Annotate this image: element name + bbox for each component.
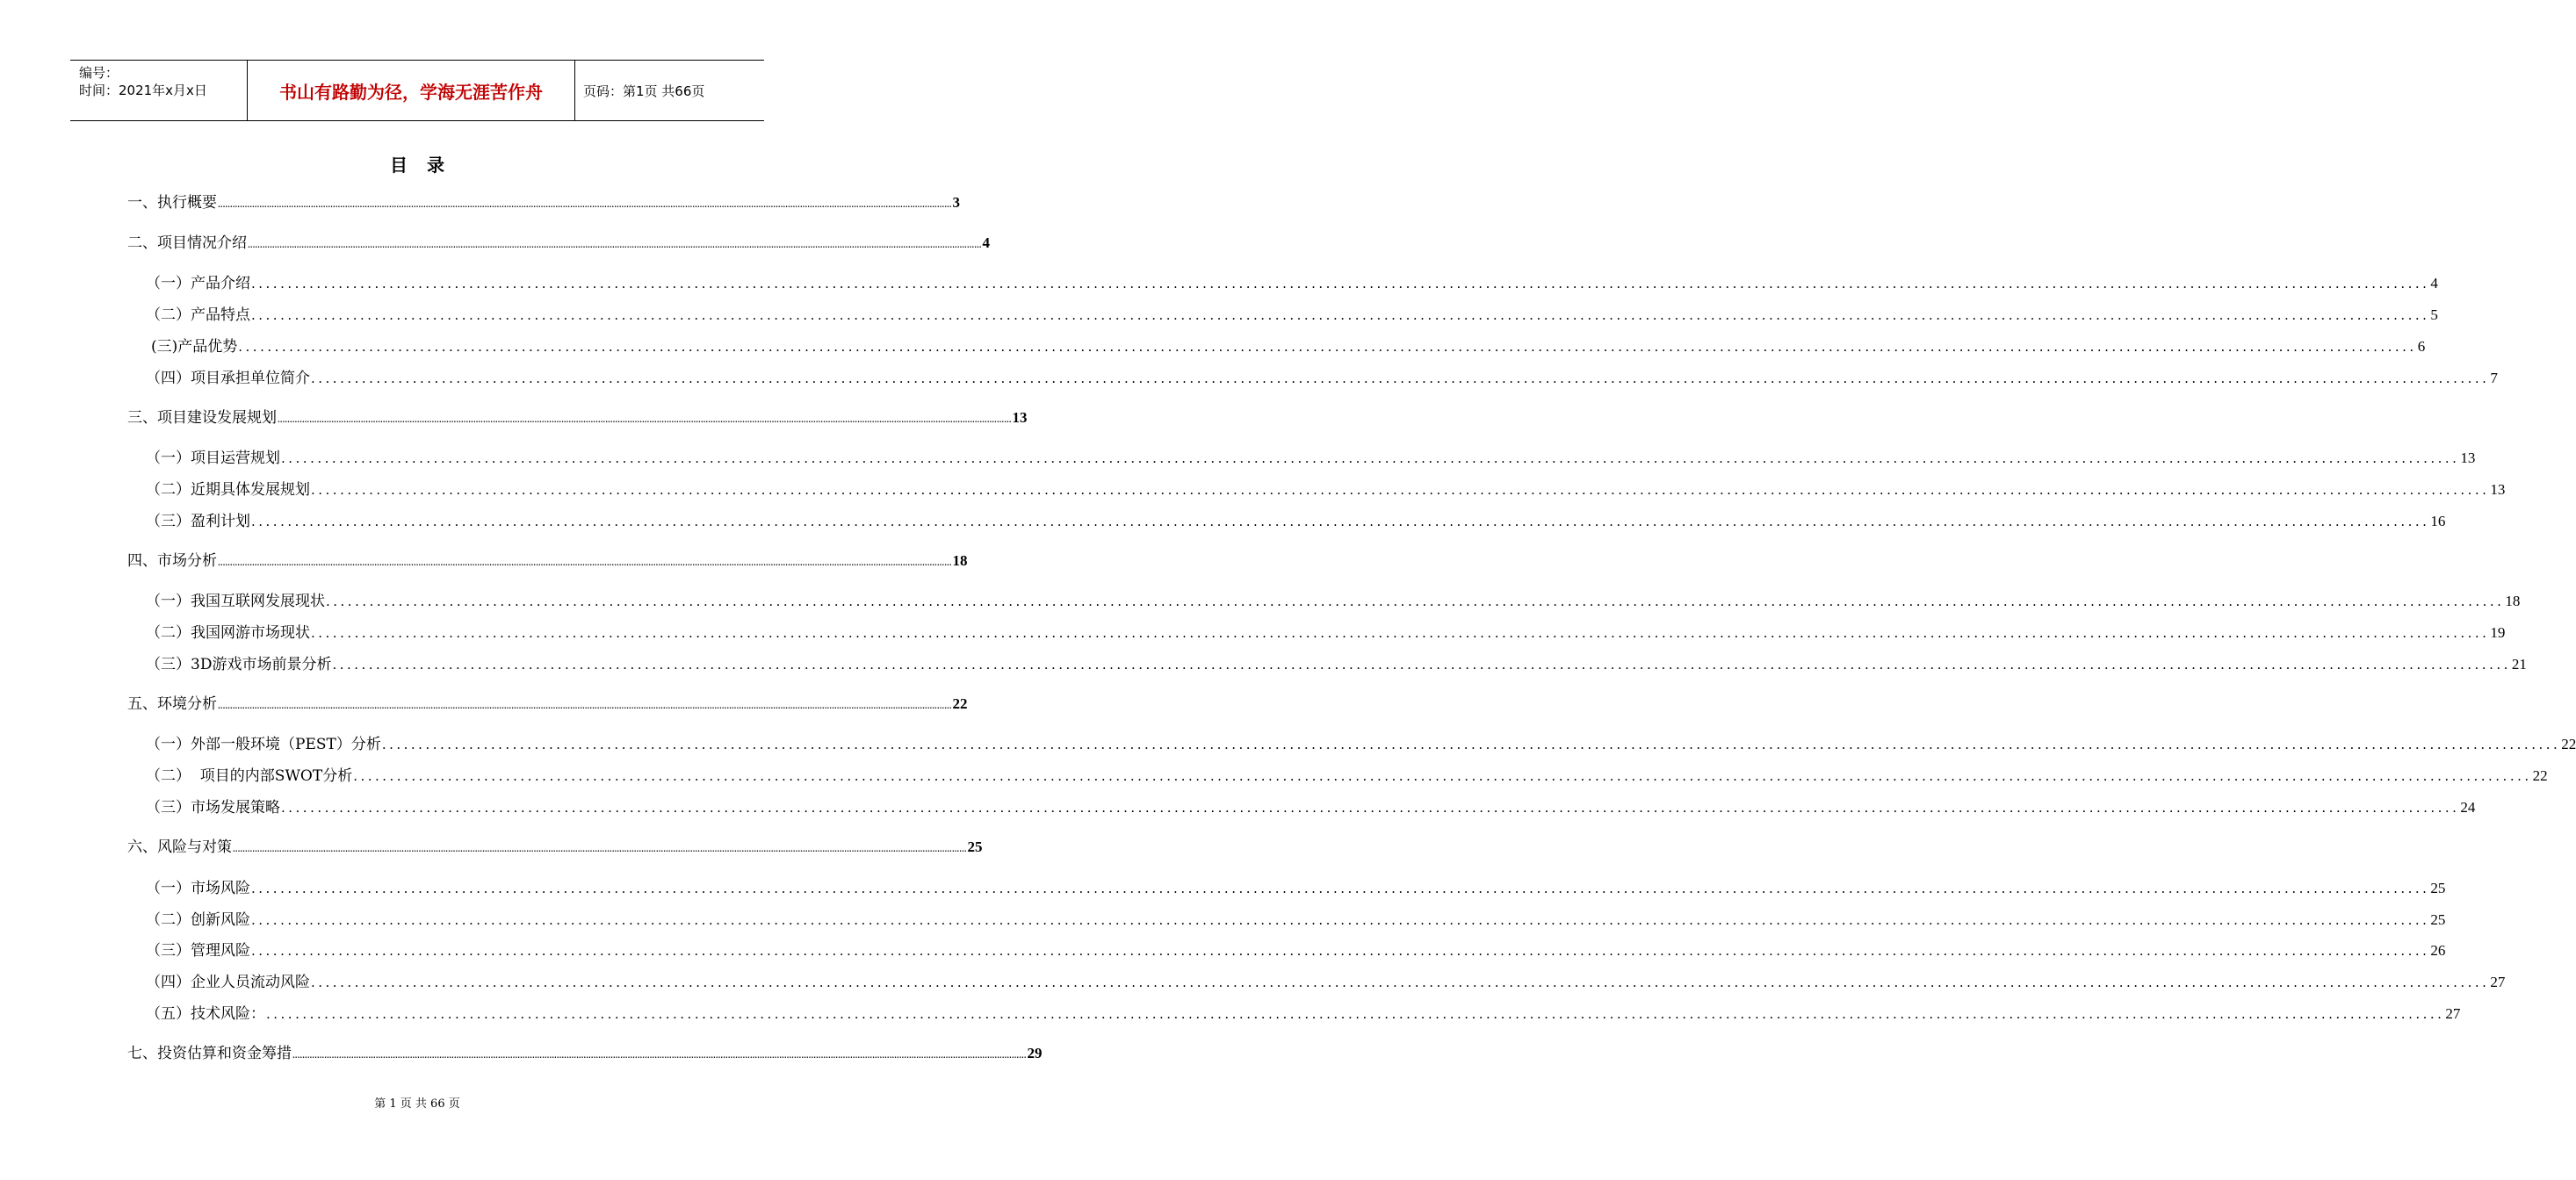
toc-leader-dots: ............................................................................................................................................................................................................................................................................................................ (251, 514, 2430, 529)
toc-entry-page: 27 (2490, 974, 2506, 990)
toc-title: 目录 (390, 155, 464, 176)
toc-entry[interactable] (127, 550, 968, 572)
toc-entry[interactable] (146, 448, 2476, 469)
toc-entry-label: (三)产品优势 (151, 338, 238, 356)
toc-entry-label: 三、项目建设发展规划 (127, 409, 277, 427)
toc-entry[interactable] (146, 305, 2438, 326)
toc-entry-label: （四）项目承担单位简介 (146, 370, 310, 387)
toc-leader-dots: ............................................................................................................................................................................................................................................................................................................ (311, 625, 2490, 641)
toc-entry-label: 四、市场分析 (127, 552, 217, 570)
toc-leader-dots: ............................................................................................................................................................................................................................................................................................................ (311, 975, 2490, 990)
toc-leader-dots: ............................................................................................................................................................................................................................................................................................................ (332, 657, 2511, 673)
toc-leader-dots: ............................................................................................................................................................................................................................................................................................................ (292, 1051, 1027, 1060)
toc-entry[interactable] (146, 766, 2548, 787)
toc-leader-dots: ............................................................................................................................................................................................................................................................................................................ (281, 450, 2460, 466)
toc-entry[interactable] (146, 878, 2446, 899)
header-page-info: 页码：第1页 共66页 (583, 83, 705, 99)
toc-entry-page: 25 (967, 838, 983, 855)
toc-entry[interactable] (146, 940, 2446, 961)
toc-entry-label: （二）创新风险 (146, 911, 250, 929)
toc-leader-dots: ............................................................................................................................................................................................................................................................................................................ (218, 702, 952, 710)
toc-entry[interactable] (127, 192, 961, 213)
toc-entry-page: 25 (2430, 880, 2446, 896)
toc-leader-dots: ............................................................................................................................................................................................................................................................................................................ (251, 881, 2430, 896)
toc-entry-page: 13 (2490, 481, 2506, 498)
toc-entry-page: 25 (2430, 911, 2446, 928)
toc-entry-label: （三）管理风险 (146, 942, 250, 960)
toc-entry[interactable] (146, 591, 2521, 612)
toc-entry[interactable] (127, 694, 968, 715)
toc-entry-label: （二）产品特点 (146, 306, 250, 324)
toc-entry[interactable] (146, 654, 2527, 675)
toc-entry-page: 5 (2430, 306, 2438, 323)
header-divider (574, 61, 575, 120)
toc-entry-label: 二、项目情况介绍 (127, 234, 247, 252)
toc-entry-page: 22 (2532, 767, 2548, 784)
toc-entry[interactable] (127, 407, 1028, 428)
toc-entry-label: （三）3D游戏市场前景分析 (146, 656, 332, 673)
page-header (70, 60, 764, 121)
toc-entry-label: （一）外部一般环境（PEST）分析 (146, 736, 381, 753)
toc-entry[interactable] (127, 837, 983, 858)
toc-entry-label: （二） 项目的内部SWOT分析 (146, 767, 353, 785)
toc-entry-page: 3 (952, 194, 961, 211)
toc-entry-label: （三）市场发展策略 (146, 799, 280, 817)
toc-entry-label: 五、环境分析 (127, 695, 217, 713)
toc-entry-page: 13 (1012, 409, 1028, 426)
toc-entry-label: （一）我国互联网发展现状 (146, 593, 325, 610)
toc-leader-dots: ............................................................................................................................................................................................................................................................................................................ (281, 800, 2460, 816)
toc-leader-dots: ............................................................................................................................................................................................................................................................................................................ (238, 339, 2417, 355)
toc-entry[interactable] (146, 797, 2476, 818)
toc-leader-dots: ............................................................................................................................................................................................................................................................................................................ (278, 415, 1012, 424)
page-footer: 第 1 页 共 66 页 (374, 1097, 460, 1111)
toc-entry-page: 24 (2460, 799, 2476, 816)
toc-entry-page: 4 (982, 234, 991, 251)
toc-entry[interactable] (146, 972, 2506, 993)
toc-entry[interactable] (146, 1004, 2461, 1025)
toc-entry-page: 18 (2505, 593, 2521, 609)
toc-entry-label: 六、风险与对策 (127, 838, 232, 856)
header-meta (79, 64, 246, 99)
toc-entry-page: 21 (2511, 656, 2527, 673)
toc-entry-label: 七、投资估算和资金筹措 (127, 1045, 292, 1062)
toc-entry-page: 29 (1027, 1045, 1043, 1061)
toc-entry-page: 6 (2417, 338, 2426, 355)
toc-entry-page: 19 (2490, 624, 2506, 641)
number-label: 编号： (79, 65, 119, 81)
toc-leader-dots: ............................................................................................................................................................................................................................................................................................................ (218, 558, 952, 567)
time-label: 时间：2021年x月x日 (79, 83, 207, 98)
toc-entry-page: 7 (2490, 370, 2498, 386)
toc-entry-label: （一）项目运营规划 (146, 450, 280, 467)
toc-entry-page: 26 (2430, 942, 2446, 959)
toc-leader-dots: ............................................................................................................................................................................................................................................................................................................ (266, 1006, 2445, 1022)
toc-entry-label: （二）近期具体发展规划 (146, 481, 310, 499)
toc-entry-page: 18 (952, 552, 968, 569)
toc-entry-label: （一）市场风险 (146, 880, 250, 897)
toc-leader-dots: ............................................................................................................................................................................................................................................................................................................ (311, 371, 2490, 386)
toc-entry[interactable] (127, 233, 991, 254)
toc-entry[interactable] (146, 368, 2498, 389)
toc-leader-dots: ............................................................................................................................................................................................................................................................................................................ (251, 912, 2430, 928)
toc-leader-dots: ............................................................................................................................................................................................................................................................................................................ (233, 845, 967, 853)
toc-entry-label: （三）盈利计划 (146, 513, 250, 530)
toc-entry[interactable] (146, 910, 2446, 931)
toc-entry-label: 一、执行概要 (127, 194, 217, 212)
toc-leader-dots: ............................................................................................................................................................................................................................................................................................................ (311, 482, 2490, 498)
toc-entry-label: （五）技术风险： (146, 1005, 265, 1023)
toc-entry[interactable] (146, 734, 2576, 755)
toc-entry-label: （四）企业人员流动风险 (146, 974, 310, 991)
toc-leader-dots: ............................................................................................................................................................................................................................................................................................................ (248, 241, 982, 249)
toc-entry-page: 27 (2445, 1005, 2461, 1022)
toc-leader-dots: ............................................................................................................................................................................................................................................................................................................ (381, 737, 2561, 752)
toc-entry-label: （一）产品介绍 (146, 275, 250, 292)
toc-leader-dots: ............................................................................................................................................................................................................................................................................................................ (251, 943, 2430, 959)
toc-entry[interactable] (146, 511, 2446, 532)
toc-entry[interactable] (127, 1043, 1043, 1064)
toc-entry-label: （二）我国网游市场现状 (146, 624, 310, 642)
toc-entry-page: 16 (2430, 513, 2446, 529)
toc-leader-dots: ............................................................................................................................................................................................................................................................................................................ (353, 768, 2532, 784)
toc-entry[interactable] (146, 273, 2438, 294)
toc-entry[interactable] (146, 479, 2506, 500)
toc-entry-page: 13 (2460, 450, 2476, 466)
toc-leader-dots: ............................................................................................................................................................................................................................................................................................................ (218, 200, 952, 209)
header-motto: 书山有路勤为径，学海无涯苦作舟 (279, 81, 543, 103)
toc-leader-dots: ............................................................................................................................................................................................................................................................................................................ (251, 307, 2430, 323)
toc-entry-page: 4 (2430, 275, 2438, 291)
toc-entry[interactable] (151, 336, 2426, 357)
toc-entry-page: 22 (952, 695, 968, 712)
toc-leader-dots: ............................................................................................................................................................................................................................................................................................................ (251, 276, 2430, 291)
toc-entry[interactable] (146, 622, 2506, 644)
toc-leader-dots: ............................................................................................................................................................................................................................................................................................................ (326, 594, 2505, 609)
toc-entry-page: 22 (2561, 736, 2576, 752)
